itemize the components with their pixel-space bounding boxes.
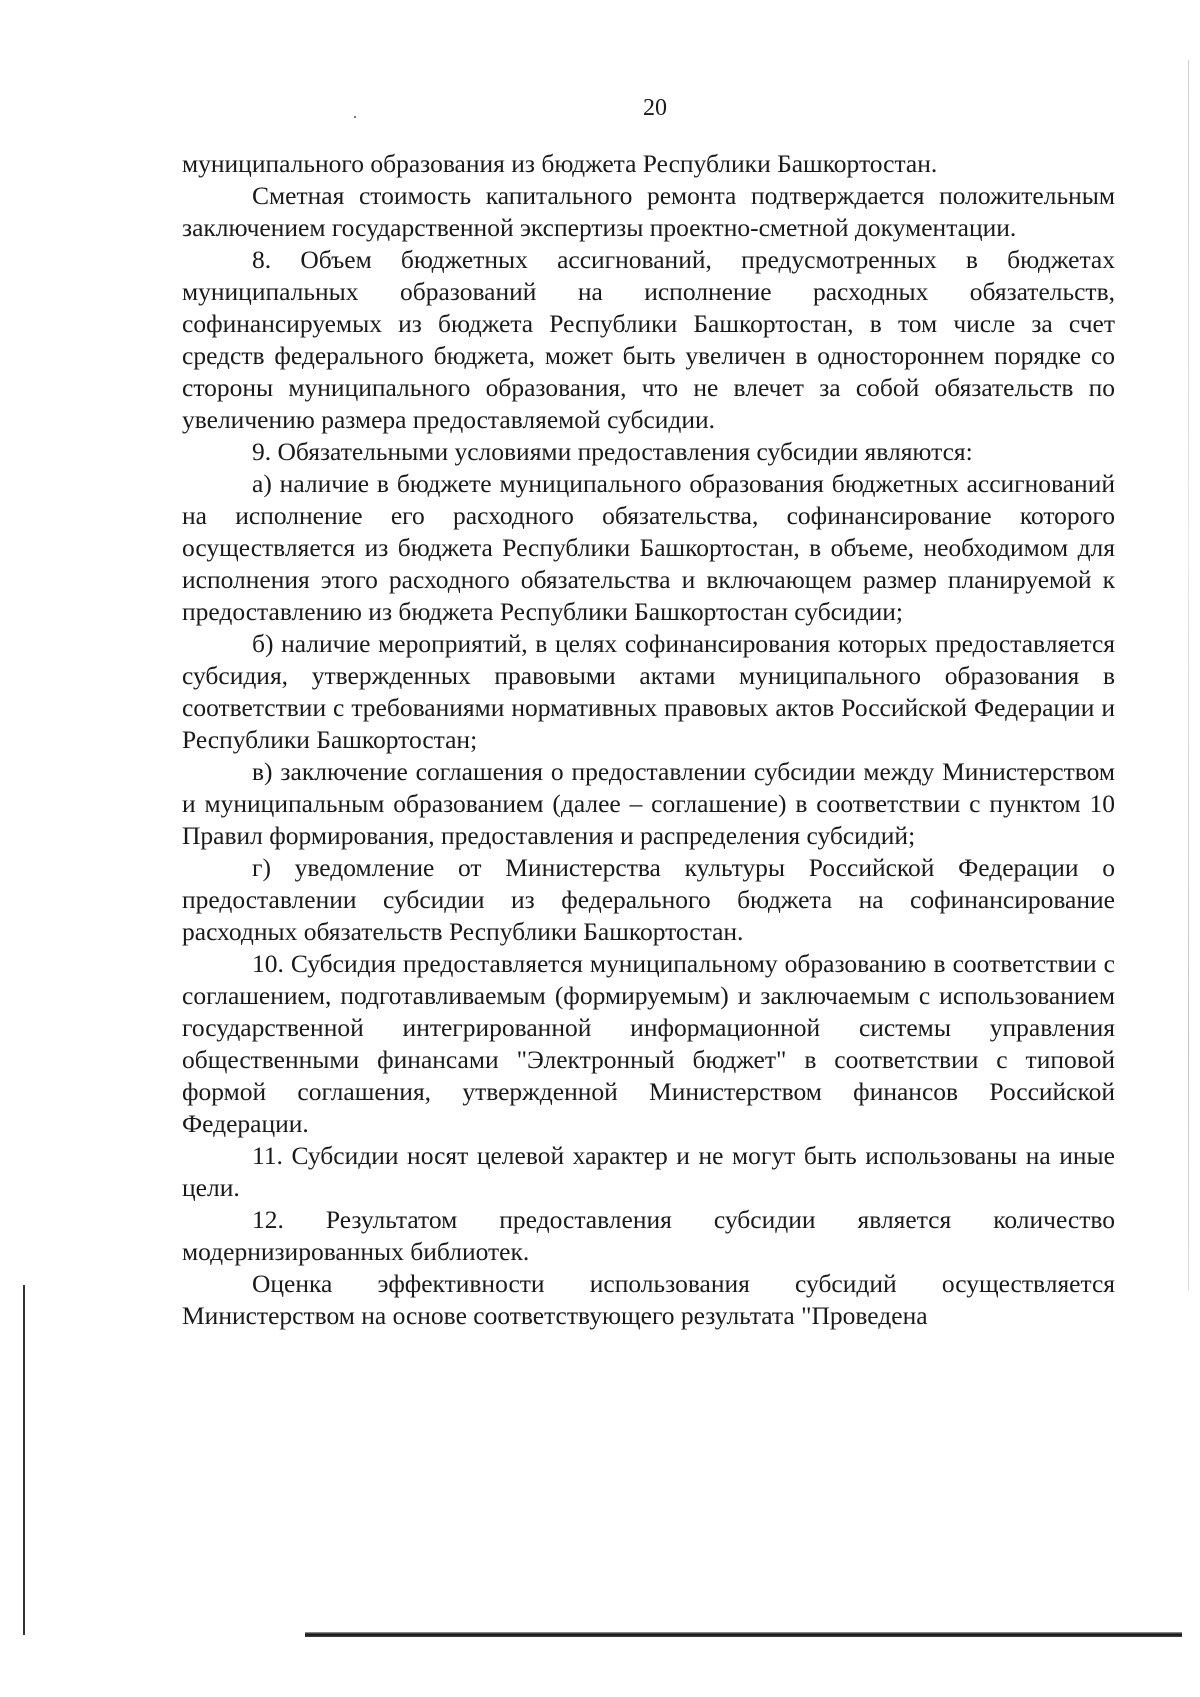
paragraph-continuation: муниципального образования из бюджета Республики Башкортостан.: [182, 149, 938, 178]
scan-edge-left: [23, 1285, 25, 1635]
paragraph-item-11: 11. Субсидии носят целевой характер и не могут быть использованы на иные цели.: [182, 1141, 1115, 1202]
paragraph-estimate-cost: Сметная стоимость капитального ремонта подтверждается положительным заключением государственной экспертизы проектно-сметной документации.: [182, 181, 1115, 242]
paragraph-item-10: 10. Субсидия предоставляется муниципальному образованию в соответствии с соглашением, подготавливаемым (формируемым) и заключаемым с использованием государственной интегрированной информационной системы управления общественными финансами "Электронный бюджет" в соответствии с типовой формой соглашения, утвержденной Министерством финансов Российской Федерации.: [182, 949, 1115, 1138]
scan-edge-right: [1188, 60, 1189, 1290]
scan-speck: [354, 116, 356, 118]
document-body: [182, 148, 1115, 1332]
paragraph-item-9b: б) наличие мероприятий, в целях софинансирования которых предоставляется субсидия, утвержденных правовыми актами муниципального образования в соответствии с требованиями нормативных правовых актов Российской Федерации и Республики Башкортостан;: [182, 629, 1115, 754]
paragraph-efficiency-assessment: Оценка эффективности использования субсидий осуществляется Министерством на основе соответствующего результата "Проведена: [182, 1269, 1115, 1330]
paragraph-item-8: 8. Объем бюджетных ассигнований, предусмотренных в бюджетах муниципальных образований на исполнение расходных обязательств, софинансируемых из бюджета Республики Башкортостан, в том числе за счет средств федерального бюджета, может быть увеличен в одностороннем порядке со стороны муниципального образования, что не влечет за собой обязательств по увеличению размера предоставляемой субсидии.: [182, 245, 1115, 434]
footer-rule: [305, 1632, 1182, 1637]
paragraph-item-9v: в) заключение соглашения о предоставлении субсидии между Министерством и муниципальным образованием (далее – соглашение) в соответствии с пунктом 10 Правил формирования, предоставления и распределения субсидий;: [182, 757, 1115, 850]
paragraph-item-9: 9. Обязательными условиями предоставления субсидии являются:: [252, 437, 973, 466]
paragraph-item-12: 12. Результатом предоставления субсидии является количество модернизированных библиотек.: [182, 1205, 1115, 1266]
page-number: 20: [643, 95, 667, 121]
paragraph-item-9a: а) наличие в бюджете муниципального образования бюджетных ассигнований на исполнение его расходного обязательства, софинансирование которого осуществляется из бюджета Республики Башкортостан, в объеме, необходимом для исполнения этого расходного обязательства и включающем размер планируемой к предоставлению из бюджета Республики Башкортостан субсидии;: [182, 469, 1115, 626]
paragraph-item-9g: г) уведомление от Министерства культуры Российской Федерации о предоставлении субсидии из федерального бюджета на софинансирование расходных обязательств Республики Башкортостан.: [182, 853, 1115, 946]
